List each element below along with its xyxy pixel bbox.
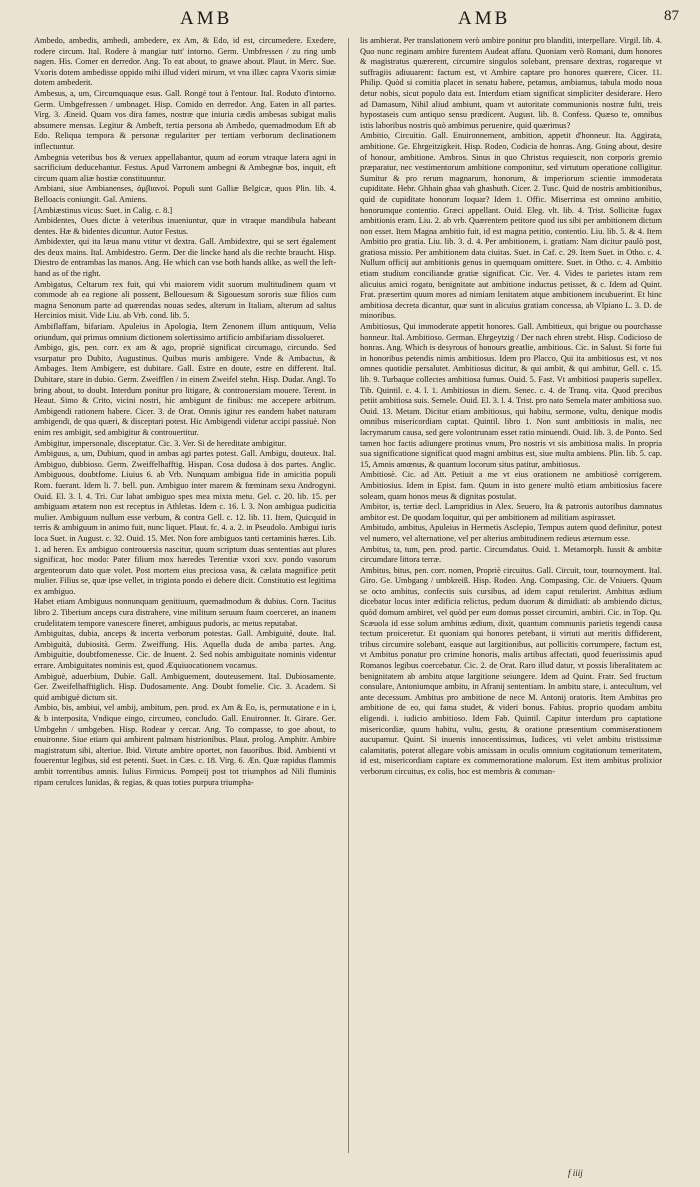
signature-mark: f iiij <box>568 1168 583 1178</box>
entry-ambiani: Ambiani, siue Ambianenses, ἀμβιανοί. Populi sunt Galliæ Belgicæ, quos Plin. lib. 4. Belloacis coniungit. Gal. Amiens. <box>34 184 336 204</box>
entry-ambio-continued: lis ambierat. Per translationem verò ambire ponitur pro blanditi, interpellare. Virgil. lib. 4. Quo nunc reginam ambire furentem Audeat affatu. Quoniam verò Romani, dum honores & magistratus quærerent, circumire singulos solebant, prensare dextras, rogareque vt suffragiis adiuuarent: factum est, vt Ambire captare pro honores quærere, Cicer. 11. Philip. Quòd si comitia placet in senatu habere, petamus, ambiamus, tabula modo noua detur nobis, sicut populo data est. Interdum etiam significat simpliciter desiderare. Hero ad Damasum, Nihil aliud ambiunt, quam vt autoritate communionis nostræ fulti, treis hypostaseis cum antiquo sensu prædicent. August. lib. 8. Confess. Quæso te, omnibus istis laboribus nostris quò ambimus peruenire, quid quærimus? <box>360 36 662 130</box>
entry-ambiguus: Ambiguus, a, um, Dubium, quod in ambas agi partes potest. Gall. Ambigu, douteux. Ital. Ambiguo, dubbioso. Germ. Zweiffelhafftig. Hispan. Cosa dudosa à dos partes. Anglic. Ambiguous, doubtfome. Liuius 6. ab Vrb. Nunquam ambigua fide in amicitia populi Rom. fuerant. Idem li. 7. bell. pun. Ambiguo inter marem & fœminam sexu Androgyni. Ouid. El. 3. l. 4. Tri. Cur labat ambiguo spes mea mixta metu. Gel. c. 20. lib. 15. per ambiguam ætatem non est receptus in Athletas. Idem c. 16. l. 3. Non ambigua pudicitia mulier. Ambiguum nullum esse verbum, & contra Gell. c. 12. lib. 11. Item, Quicquid in terris & ambiguum in animo fuit, nunc liquet. Plaut. fc. 4. a. 2. in Pseudolo. Ambigui iuris loca Suet. in August. c. 32. Ouid. 15. Met. Non fore ambiguos tanti certaminis hæres. Lib. 1. ad heren. Ex ambiguo controuersia nascitur, quum scriptum duas sententias aut plures significat, hoc modo: Pater filium mox hæredes Terentiæ vxori xxv. pondo vasorum argenteorum dato quæ volet. Post mortem eius preciosa vasa, & cælata magnifice petit mulier. Filius se, quæ ipse vellet, in triginta pondo ei debere dicit. Constitutio est legitima ex ambiguo. <box>34 449 336 596</box>
header-right-title: AMB <box>458 8 511 29</box>
entry-ambitus-participle: Ambitus, ta, tum, pen. prod. partic. Circumdatus. Ouid. 1. Metamorph. Iussit & ambitæ circumdare littora terræ. <box>360 544 662 565</box>
entry-ambitor: Ambitor, is, tertiæ decl. Lampridius in Alex. Seuero, Ita & patronis autoribus damnatus ambitor est. De quodam loquitur, qui per ambitionem ad militiam aspirasset. <box>360 502 662 522</box>
entry-ambitiosus: Ambitiosus, Qui immoderate appetit honores. Gall. Ambitieux, qui brigue ou pourchasse honneur. Ital. Ambitioso. German. Ehrgeytzig / Der nach ehren strebt. Hisp. Codicioso de honras. Ang. Which is desyrous of honours greatlie, ambitious. Cic. in Salust. Si forte fui in honoribus petendis nimis ambitiosus. Idem pro Placco, Qui ita ambitiosus est, vt nos omnes quotidie persalutet. Ambitiosus dicitur, & qui ambit, & qui ambitur, Gell. c. 15. lib. 9. Turbaque collectes ambitiosa fumus. Ouid. 5. Fast. Vt ambitiosi pauperis supellex. Tib. Quintil. c. 4. l. 1. Ambitiosus in diem. Senec. c. 4. de Tranq. vita. Quod precibus petiit ambitiosa suis. Semele. Ouid. El. 3. l. 4. Trist. pro nato Semela mater ambitiosa suo. Ouid. 13. Metam. Dicitur etiam ambitiosus, qui habitu, sermone, vultu, denique modis omnibus misericordiam captat. Quintil. libro 1. Non sunt ambitiosis in malis, nec lacrymarum causa, sed gere volontrunam esset ratio minuendi. Ouid. lib. 3. de Ponto. Sed tamen hoc factis adiungere protinus vnum, Pro nostris vt sis ambitiosa malis. In propria sua significatione significat quod magni ambitus est, siue multa ambiens. Plin. lib. 5. cap. 15, Amnis amœnus, & quantum locorum situs patitur, ambitiosus. <box>360 322 662 469</box>
running-header <box>0 8 700 34</box>
entry-ambidentes: Ambidentes, Oues dictæ à veteribus inueniuntur, quæ in vtraque mandibula habeant dentes. Hæ & bidentes dicuntur. Autor Festus. <box>34 216 336 236</box>
entry-ambigitur: Ambigitur, impersonale, disceptatur. Cic. 3. Ver. Si de hereditate ambigitur. <box>34 438 287 448</box>
entry-ambegnia: Ambegnia veteribus bos & veruex appellabantur, quum ad eorum vtraque latera agni in sacrificium deducebantur. Festus. Apud Varronem ambegni & Ambegnæ bos, inquit, eft circum quam aliæ hostiæ constituuntur. <box>34 152 336 183</box>
entry-ambedo: Ambedo, ambedis, ambedi, ambedere, ex Am, & Edo, id est, circumedere. Exedere, rodere circum. Ital. Rodere à mangiar tutt' intorno. Germ. Umbfressen / zu ring umb nagen. His. Comer en derredor. Ang. To eat about, to gnawe about. Plaut. in Merc. Sue. Vxoris dotem ambedisse oppido mihi illud videri mirum, vt vna illæc capra Vxoris simiæ dotem ambederit. <box>34 36 336 88</box>
entry-ambigatus: Ambigatus, Celtarum rex fuit, qui vbi maiorem vidit suorum multitudinem quam vt commode ab ea regione ali possent, Bellouesum & Sigouesum sororis suæ filios cum magna Senonum parte ad quærendas nouas sedes, alterum in Italiam, alterum ad saltus Hercinios misit. Vide Liu. ab Vrb. cond. lib. 5. <box>34 279 336 321</box>
entry-ambifariam: Ambiflaffam, bifariam. Apuleius in Apologia, Item Zenonem illum antiquum, Velia oriundum, qui primus omnium dictionem solertissimo artificio ambifariam dissolueret. <box>34 322 336 342</box>
entry-ambigo: Ambigo, gis, pen. corr. ex am & ago, propriè significat circumago, circundo. Sed vsurpatur pro Dubito, Augustinus. Quibus muris ambigere. Vnde & Ambactus, & Ambages. Item Ambigere, est dubitare. Gall. Estre en doute, estre en different. Ital. Dubitare, stare in dubio. Germ. Zweifflen / in einem Zweifel stehn. Hisp. Dudar. Angl. To bring about, to doubt. Interdum ponitur pro litigare, & controuersiam mouere. Terent. in Heaut. Simo & Crito, vicini nostri, hic ambigunt de finibus: me accepere arbitrum. Ambigendi rationem habere. Cicer. 3. de Orat. Omnis igitur res eandem habet naturam ambigendi, de qua quæri, & disceptari potest. Hic Ambigendi videtur accipi passiuè. Non enim res ambigit, sed ambigitur & controuertitur. <box>34 343 336 437</box>
entry-ambitio: Ambitio, Circuitio. Gall. Enuironnement, ambition, appetit d'honneur. Ita. Aggirata, ambitione. Ge. Ehrgeitzigkeit. Hisp. Rodeo, Codicia de honras. Ang. Going about, desire of honour, ambitione. Ambros. Sinus in quo Christus requiescit, non corporis gremio præparatur, nec vestimentorum ambitione componitur, sed virtutum operatione colligitur. Sumitur & pro rerum magnarum, honorum, & imperiorum scientie immoderata cupiditate. Hebr. Ghhain ghaa vah ghashuth. Cicer. 2. Tusc. Quid de nostris ambitionibus, quid de cupiditate honorum loquar? Idem 1. Offic. Miserrima est omnino ambitio, honorumque contentio. Græci appellant. Ouid. Eleg. vlt. lib. 4. Trist. Sollicitæ fugax ambitionis eram. Liu. 2. ab vrb. Quærentem petitore quod ius sibi per ambitionem dictum non esset. Item Magna ambitio fuit, id est magna petitio, contentio. Liu. lib. 5. & 4. Item Ambitio pro gratia. Liu. lib. 3. d. 4. Per ambitionem, i. gratiam: Nam dicitur paulò post, gratiosa missio. Per ambitionem data ciuitas. Suet. in Caf. c. 29. Item Suet. in Otho. c. 4. Nullum officij aut ambitionis genus in quemquam omittere. Suet. in Otho. c. 4. Ambitio etiam studium conciliandæ gratiæ significat. Cic. Ver. 4. Vides te parietes istam rem alicuius amici rogatu, benignitate aut ambitione inductus petisset, & c. Idem ad Quint. Frat. præsertim quum mores ad nimiam lenitatem atque ambitionem incubuerint. Et hinc ambitiosa decreta dicantur, quæ sunt in alicuius gratiam concessa, ab Vlpiano L. 3. D. de minoribus. <box>360 131 662 321</box>
right-column <box>360 36 662 1166</box>
entry-ambigue: Ambiguè, aduerbium, Dubie. Gall. Ambiguement, douteusement. Ital. Dubiosamente. Ger. Zweifelhafftiglich. Hisp. Dudosamente. Ang. Doubt fomelie. Cic. 3. Academ. Si quid ambiguè dictum sit. <box>34 671 336 702</box>
entry-ambitudo: Ambitudo, ambitus, Apuleius in Hermetis Asclepio, Tempus autem quod definitur, potest vel numero, vel alternatione, vel per alterius ambitudinem redieus æternum esse. <box>360 523 662 543</box>
entry-ambiguus-genitive: Habet etiam Ambiguus nonnunquam genitiuum, quemadmodum & dubius. Corn. Tacitus libro 2. Tiberium anceps cura distrahere, vine militum seruum fuum coerceret, an inanem crudelitatem tempore vanescere fineret, ambiguus pudoris, ac metus reputabat. <box>34 597 336 628</box>
entry-ambitiose: Ambitiosè. Cic. ad Att. Petiuit a me vt eius orationem ne ambitiosè corrigerem. Ambitiosius. Idem in Epist. fam. Quum in isto genere multò etiam ambitiosius facere soleam, quam honos meus & dignitas postulat. <box>360 470 662 501</box>
entry-ambidexter: Ambidexter, qui ita læua manu vtitur vt dextra. Gall. Ambidextre, qui se sert également des deux mains. Ital. Ambidestro. Germ. Der die lincke hand als die rechte braucht. Hisp. Diestro de entrambas las manos. Ang. He which can vse both hands alike, as well the left-hand as of the right. <box>34 237 336 279</box>
entry-ambiguitas: Ambiguitas, dubia, anceps & incerta verborum potestas. Gall. Ambiguité, doute. Ital. Ambiguità, dubiosità. Germ. Zweiffung. His. Aquella duda de amba partes. Ang. Ambiguitie, doubtfomenesse. Cic. de Inuent. 2. Sed nobis ambiguitate nominis videntur errare. Ambiguitates nominis est, quod Æquiuocationem vocamus. <box>34 629 336 671</box>
entry-ambio: Ambio, bis, ambiui, vel ambij, ambitum, pen. prod. ex Am & Eo, is, permutatione e in i, & b interposita, Vndique eingo, circumeo, concludo. Gall. Enuironner. It. Girare. Ger. Umbgehn / umbgeben. Hisp. Rodear y cercar. Ang. To compasse, to goe about, to enuironne. Siue etiam qui ambirent palmam histrionibus. Plaut. prolog. Amphitr. Ambire magistratum sibi, alteriue. Ibid. Virtute ambire oportet, non fauoribus. Ibid. Ambienti vt fouerentur legibus, sid est petenti. Suet. in Cæs. c. 18. Virg. 6. Æn. Quæ rapidus flammis ambit torrentibus amnis. Iulius Firmicus. Pompeij post tot triumphos ad Nili fluminis ripam cerulces lunidas, & regias, & quas toties purpura triumpha- <box>34 703 336 787</box>
left-column <box>34 36 336 1166</box>
entry-ambitus-noun: Ambitus, bitus, pen. corr. nomen, Propriè circuitus. Gall. Circuit, tour, tournoyment. Ital. Giro. Ge. Umbgang / umbkreiß. Hisp. Rodeo. Ang. Compasing. Cic. de Vniuers. Quum se octo ambitus, confectis suis cursibus, ad idem caput retulerint. Ambitus ædium dicebatur locus inter ædificia relictus, pedum duorum & dimidiati: ab ambiendo dictus, quòd domum ambiret, vel quòd per eum domus posset circumiri, ambiri. Cic. in Top. Qu. Scæuola id esse solum ambitus ædium, dixit, quantum communis parietis tegendi causa tectum proiceretur. Et quoniam qui honores petebant, ii virtuti aut meritis diffiderent, tribus circumire solebant, easque aut largitionibus, aut pollicitis corrumpere, factum est, vt Ambitus ponatur pro crimine honoris, malis artibus affectati, quod feuerissimis apud Romanos legibus coercebatur. Cic. 2. de Orat. Raro illud datur, vt possis liberalitatem ac benignitatem ab ambitu atque largitione seiungere. Idem ad Quint. Fratr. Sed fructum consulare, Antoniumque ambitu, in Afranij sententiam. In ambitu stare, i. antecultum, vel ante decessum. Ambitus pro ambitione de nece M. Antonij oratoris. Item Ambitus pro ambitione de eo, qui fama studet, & videri bonus. Fabius. proprio quodam ambitu eligendi. i. iudicio ambitioso. Idem Fab. Quintil. Capitur interdum pro captatione misericordiæ, quum habitu, vultu, gestu, & oratione præsentium commiserationem aucupamur. Quint. Si inuenis innocentissimus, Iudices, vti velet ambitu tristissimæ calamitatis, poterat allegare vobis amissam in oculis omnium cogitationum temeritatem, id est, misericordiam captare ex commemoratione malorum. Est item ambitus prolixior verborum circuitus, ex colis, hoc est membris & comman- <box>360 565 662 776</box>
header-left-title: AMB <box>180 8 233 29</box>
column-divider <box>348 38 349 1153</box>
entry-ambiaestinus: [Ambiæstinus vicus: Suet. in Calig. c. 8.] <box>34 205 173 215</box>
entry-ambesus: Ambesus, a, um, Circumquaque esus. Gall. Rongé tout à l'entour. Ital. Roduto d'intorno. Germ. Umbgefressen / umbnaget. Hisp. Comido en derredor. Ang. Eaten in all partes. Virg. 3. Æneid. Quam vos dira fames, nostræ que iniuria cædis ambesas subigat malis absumere mensas. Legitur & Ambeft, tertia persona ab Ambedo, quemadmodum Eft ab Edo. Reliqua tempora & personæ regulariter per tertiam verborum declinationem inflectuntur. <box>34 88 336 151</box>
page-number: 87 <box>664 8 679 24</box>
